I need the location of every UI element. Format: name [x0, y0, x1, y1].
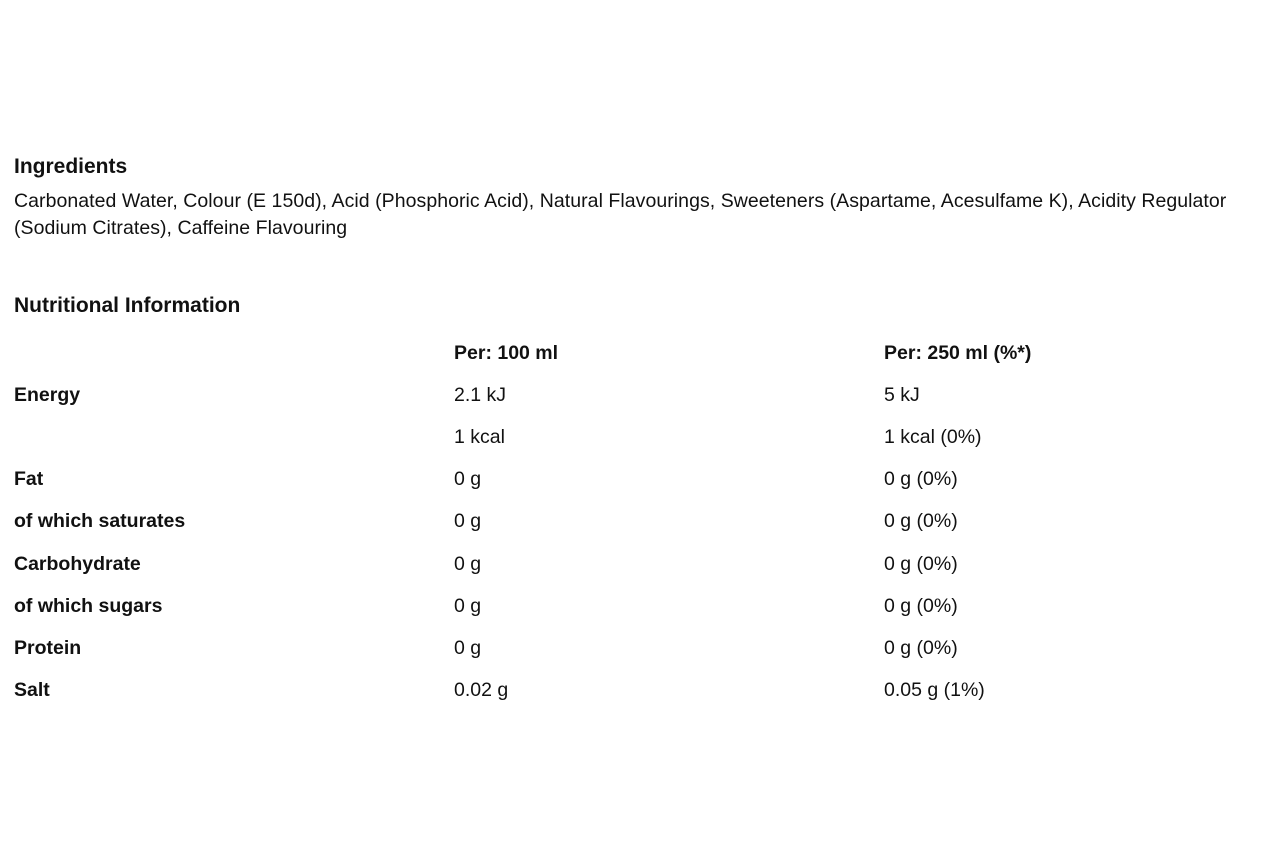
value-per-250ml: 0 g (0%)	[884, 636, 958, 659]
table-row	[14, 416, 1264, 458]
table-row	[14, 543, 1264, 585]
ingredients-text: Carbonated Water, Colour (E 150d), Acid (Phosphoric Acid), Natural Flavourings, Sweeteners (Aspartame, Acesulfame K), Acidity Regulator (Sodium Citrates), Caffeine Flavouring	[14, 190, 1227, 239]
product-info-page	[14, 150, 1270, 702]
value-per-100ml: 0 g	[454, 510, 482, 533]
column-header-per-100ml: Per: 100 ml	[454, 341, 559, 364]
value-per-100ml: 0 g	[454, 594, 482, 617]
nutrient-label: of which saturates	[14, 510, 186, 533]
table-row	[14, 459, 1264, 501]
value-per-250ml: 0 g (0%)	[884, 510, 958, 533]
table-row	[14, 627, 1264, 669]
value-per-100ml: 0 g	[454, 636, 482, 659]
nutrition-header-row	[14, 332, 1264, 374]
value-per-100ml: 0 g	[454, 552, 482, 575]
column-header-per-250ml: Per: 250 ml (%*)	[884, 341, 1032, 364]
value-per-250ml: 0 g (0%)	[884, 594, 958, 617]
nutrient-label: Fat	[14, 468, 44, 491]
table-row	[14, 670, 1264, 712]
value-per-100ml: 2.1 kJ	[454, 383, 507, 406]
table-row	[14, 501, 1264, 543]
nutrient-label	[14, 416, 454, 458]
nutrient-label: Energy	[14, 383, 81, 406]
value-per-250ml: 0 g (0%)	[884, 552, 958, 575]
value-per-100ml: 0.02 g	[454, 679, 509, 702]
nutrient-label: Salt	[14, 679, 50, 702]
nutrient-label: of which sugars	[14, 594, 163, 617]
nutrient-label: Protein	[14, 636, 82, 659]
value-per-100ml: 0 g	[454, 468, 482, 491]
nutrient-label: Carbohydrate	[14, 552, 141, 575]
ingredients-heading: Ingredients	[14, 155, 128, 178]
table-row	[14, 585, 1264, 627]
nutrition-table	[14, 332, 1264, 712]
nutrition-heading: Nutritional Information	[14, 294, 241, 317]
table-row	[14, 374, 1264, 416]
value-per-250ml: 5 kJ	[884, 383, 920, 406]
value-per-250ml: 0 g (0%)	[884, 468, 958, 491]
value-per-250ml: 1 kcal (0%)	[884, 425, 982, 448]
column-header-nutrient	[14, 332, 454, 374]
value-per-100ml: 1 kcal	[454, 425, 505, 448]
value-per-250ml: 0.05 g (1%)	[884, 679, 985, 702]
